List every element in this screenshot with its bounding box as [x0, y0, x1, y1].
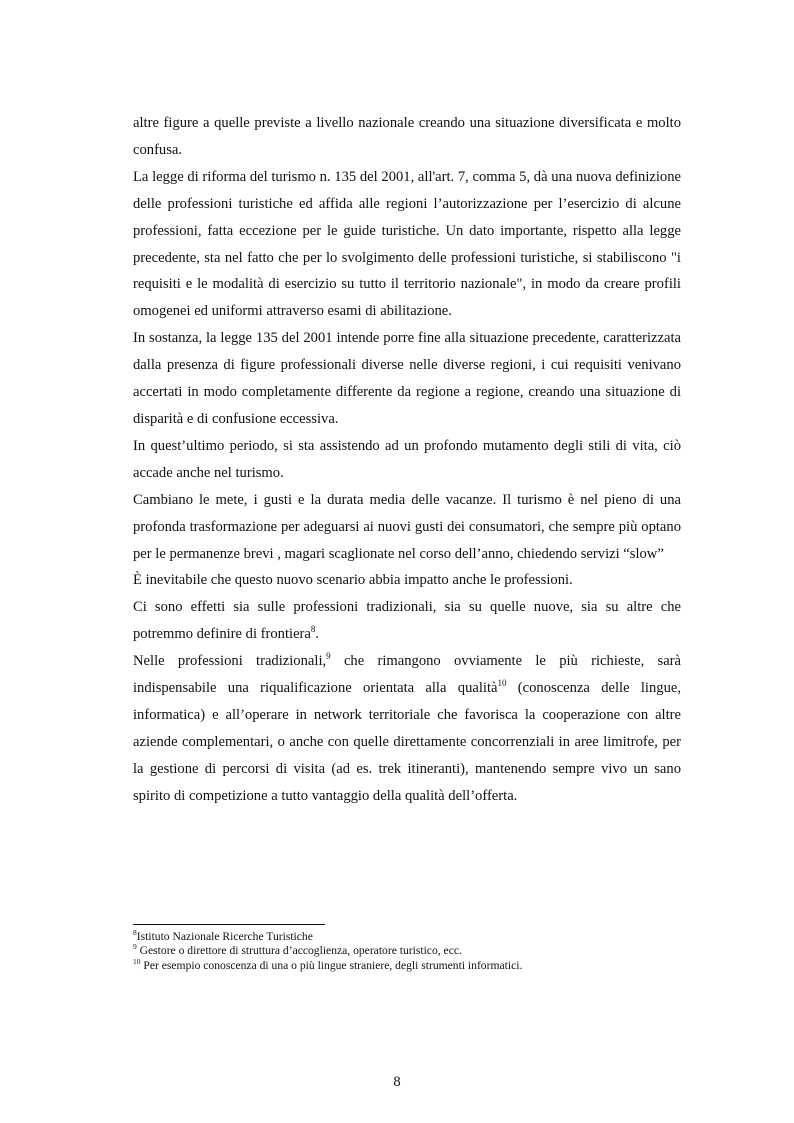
footnote-8 — [133, 930, 693, 944]
footnote-ref-8[interactable]: 8 — [310, 624, 316, 635]
body-text — [133, 110, 681, 810]
footnotes — [133, 930, 693, 973]
paragraph-3: In sostanza, la legge 135 del 2001 intende porre fine alla situazione precedente, caratterizzata dalla presenza di figure professionali diverse nelle diverse regioni, i cui requisiti venivano accertati in modo completamente differente da regione a regione, creando una situazione di disparità e di confusione eccessiva. — [133, 330, 681, 427]
footnote-number: 9 — [133, 942, 137, 952]
paragraph-6: È inevitabile che questo nuovo scenario abbia impatto anche le professioni. — [133, 572, 573, 589]
paragraph-8 — [133, 648, 681, 809]
paragraph-1: altre figure a quelle previste a livello nazionale creando una situazione diversificata e molto confusa. — [133, 115, 681, 158]
paragraph-2: La legge di riforma del turismo n. 135 del 2001, all'art. 7, comma 5, dà una nuova definizione delle professioni turistiche ed affida alle regioni l’autorizzazione per l’esercizio di alcune professioni, fatta eccezione per le guide turistiche. Un dato importante, rispetto alla legge precedente, sta nel fatto che per lo svolgimento delle professioni turistiche, si stabiliscono "i requisiti e le modalità di esercizio su tutto il territorio nazionale", in modo da creare profili omogenei ed uniformi attraverso esami di abilitazione. — [133, 168, 681, 320]
paragraph-7-text: Ci sono effetti sia sulle professioni tradizionali, sia su quelle nuove, sia su altre che potremmo definire di frontiera — [133, 599, 681, 643]
footnote-number: 10 — [133, 956, 141, 966]
footnote-text: Per esempio conoscenza di una o più lingue straniere, degli strumenti informatici. — [140, 958, 523, 972]
footnote-text: Istituto Nazionale Ricerche Turistiche — [136, 930, 313, 943]
paragraph-8-part-a: Nelle professioni tradizionali, — [133, 653, 327, 670]
paragraph-8-part-b: che rimangono ovviamente le più richieste, sarà indispensabile una riqualificazione orientata alla qualità — [133, 653, 682, 697]
footnote-number: 8 — [133, 928, 137, 938]
page-number: 8 — [393, 1074, 401, 1090]
footnote-ref-10[interactable]: 10 — [497, 678, 507, 689]
footnote-ref-9[interactable]: 9 — [326, 651, 331, 662]
paragraph-7-end: . — [315, 626, 320, 643]
paragraph-5: Cambiano le mete, i gusti e la durata media delle vacanze. Il turismo è nel pieno di una profonda trasformazione per adeguarsi ai nuovi gusti dei consumatori, che sempre più optano per le permanenze brevi , magari scaglionate nel corso dell’anno, chiedendo servizi “slow” — [133, 491, 681, 562]
paragraph-7 — [133, 594, 681, 648]
paragraph-4: In quest’ultimo periodo, si sta assistendo ad un profondo mutamento degli stili di vita, ciò accade anche nel turismo. — [133, 437, 681, 481]
footnote-9 — [133, 944, 693, 958]
footnote-text: Gestore o direttore di struttura d’accoglienza, operatore turistico, ecc. — [136, 944, 462, 958]
footnote-separator — [133, 924, 325, 925]
paragraph-8-part-c: (conoscenza delle lingue, informatica) e all’operare in network territoriale che favorisca la cooperazione con altre aziende complementari, o anche con quelle direttamente concorrenziali in aree limitrofe, per la gestione di percorsi di visita (ad es. trek itineranti), mantenendo sempre vivo un sano spirito di competizione a tutto vantaggio della qualità dell’offerta. — [133, 680, 681, 804]
footnote-10 — [133, 956, 693, 973]
